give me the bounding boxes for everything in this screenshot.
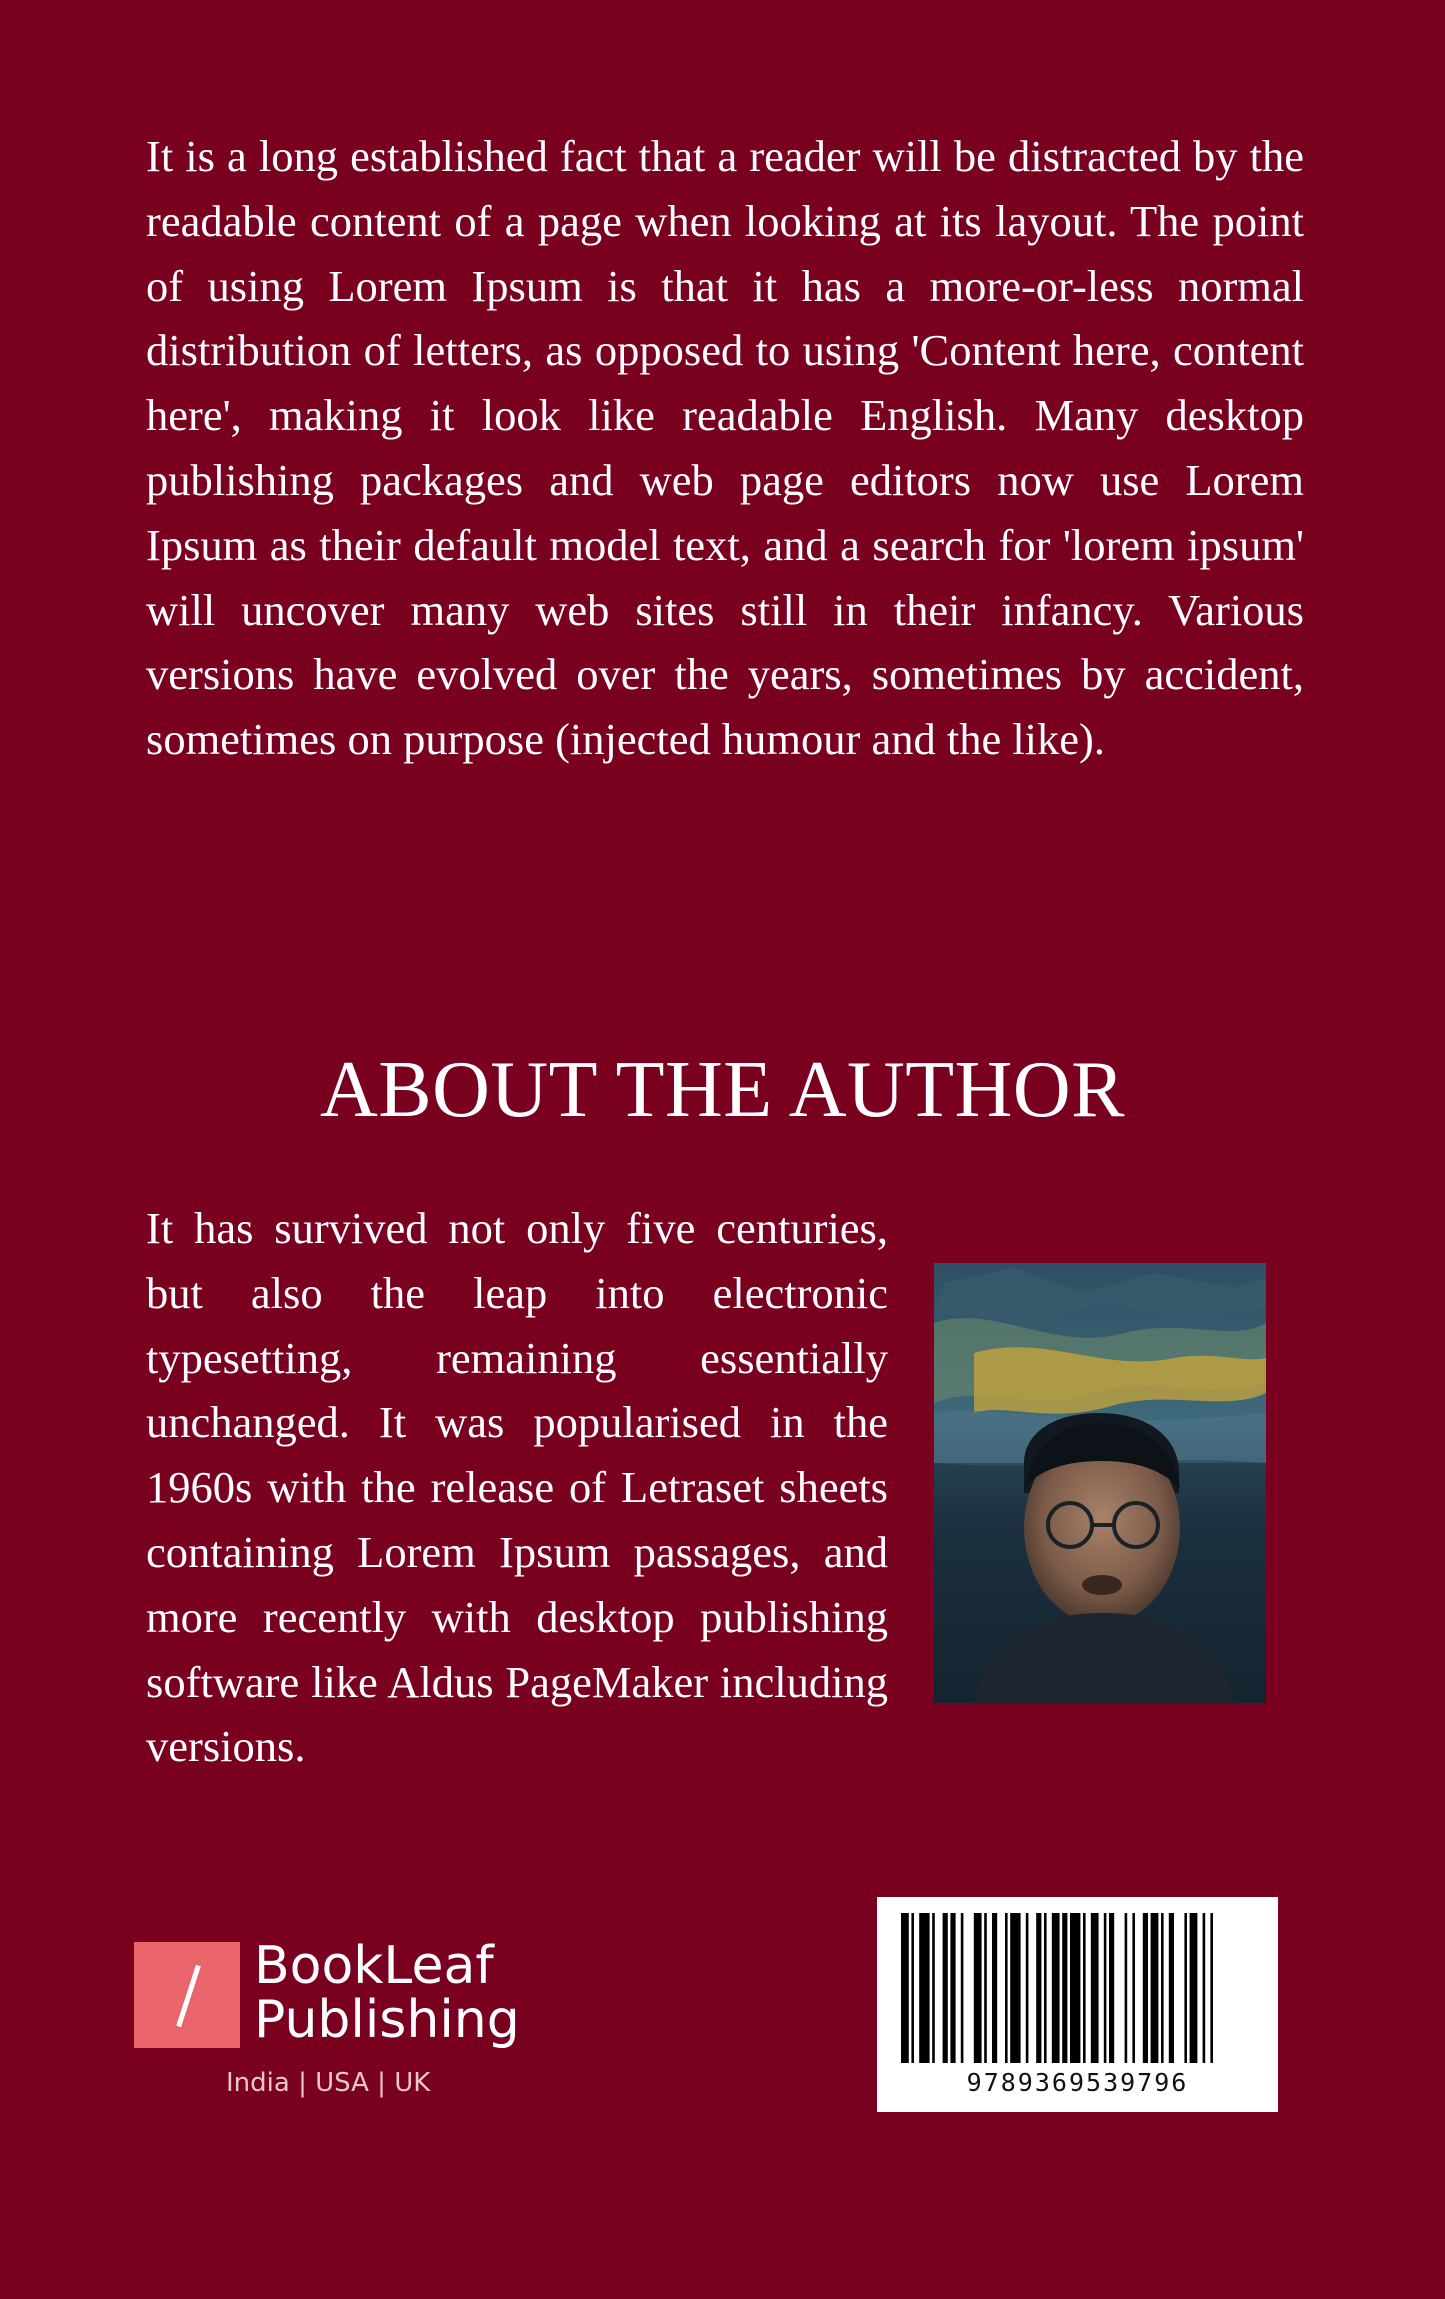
author-photo	[934, 1263, 1266, 1703]
barcode-bar	[1036, 1913, 1041, 2063]
barcode-bar	[1143, 1913, 1148, 2063]
barcode-bar	[1184, 1913, 1187, 2063]
barcode-bar	[1005, 1913, 1008, 2063]
barcode-bar	[984, 1913, 987, 2063]
barcode-bar	[1161, 1913, 1164, 2063]
barcode-bar	[901, 1913, 909, 2063]
isbn-number: 9789369539796	[966, 2068, 1189, 2097]
barcode-bar	[961, 1913, 964, 2063]
slash-icon	[176, 1965, 201, 2027]
barcode-bar	[1109, 1913, 1114, 2063]
publisher-name-line1: BookLeaf	[254, 1936, 494, 1996]
author-bio: It has survived not only five centuries, but also the leap into electronic typesetting, remaining essentially unchanged. It was popularised in the 1960s with the release of Letraset sheets containing Lorem Ipsum passages, and more recently with desktop publishing software like Aldus PageMaker including versions.	[146, 1203, 888, 1772]
barcode-bar	[1052, 1913, 1060, 2063]
barcode-bar	[1044, 1913, 1047, 2063]
barcode-bar	[1132, 1913, 1135, 2063]
barcode-bars	[897, 1913, 1258, 2063]
back-cover-blurb: It is a long established fact that a reader will be distracted by the readable content of a page when looking at its layout. The point of using Lorem Ipsum is that it has a more-or-less normal distribution of letters, as opposed to using 'Content here, content here', making it look like readable English. Many desktop publishing packages and web page editors now use Lorem Ipsum as their default model text, and a search for 'lorem ipsum' will uncover many web sites still in their infancy. Various versions have evolved over the years, sometimes by accident, sometimes on purpose (injected humour and the like).	[146, 131, 1304, 765]
barcode-bar	[943, 1913, 948, 2063]
barcode-bar	[1083, 1913, 1086, 2063]
barcode-bar	[974, 1913, 982, 2063]
logo-mark	[134, 1942, 240, 2048]
barcode-bar	[1091, 1913, 1099, 2063]
publisher-logo	[134, 1936, 534, 2112]
isbn-barcode	[877, 1897, 1278, 2112]
barcode-bar	[1210, 1913, 1213, 2063]
barcode-bar	[1070, 1913, 1080, 2063]
barcode-bar	[919, 1913, 929, 2063]
barcode-bar	[992, 1913, 997, 2063]
barcode-bar	[950, 1913, 955, 2063]
barcode-bar	[1026, 1913, 1029, 2063]
barcode-bar	[932, 1913, 935, 2063]
barcode-bar	[1169, 1913, 1174, 2063]
barcode-bar	[1203, 1913, 1206, 2063]
barcode-bar	[1190, 1913, 1198, 2063]
about-author-heading: ABOUT THE AUTHOR	[319, 1046, 1126, 1134]
barcode-bar	[1151, 1913, 1159, 2063]
publisher-name-line2: Publishing	[254, 1990, 520, 2050]
barcode-bar	[911, 1913, 914, 2063]
barcode-bar	[1062, 1913, 1067, 2063]
publisher-regions: India | USA | UK	[226, 2068, 431, 2098]
barcode-bar	[1104, 1913, 1107, 2063]
barcode-bar	[1010, 1913, 1020, 2063]
barcode-bar	[1125, 1913, 1128, 2063]
